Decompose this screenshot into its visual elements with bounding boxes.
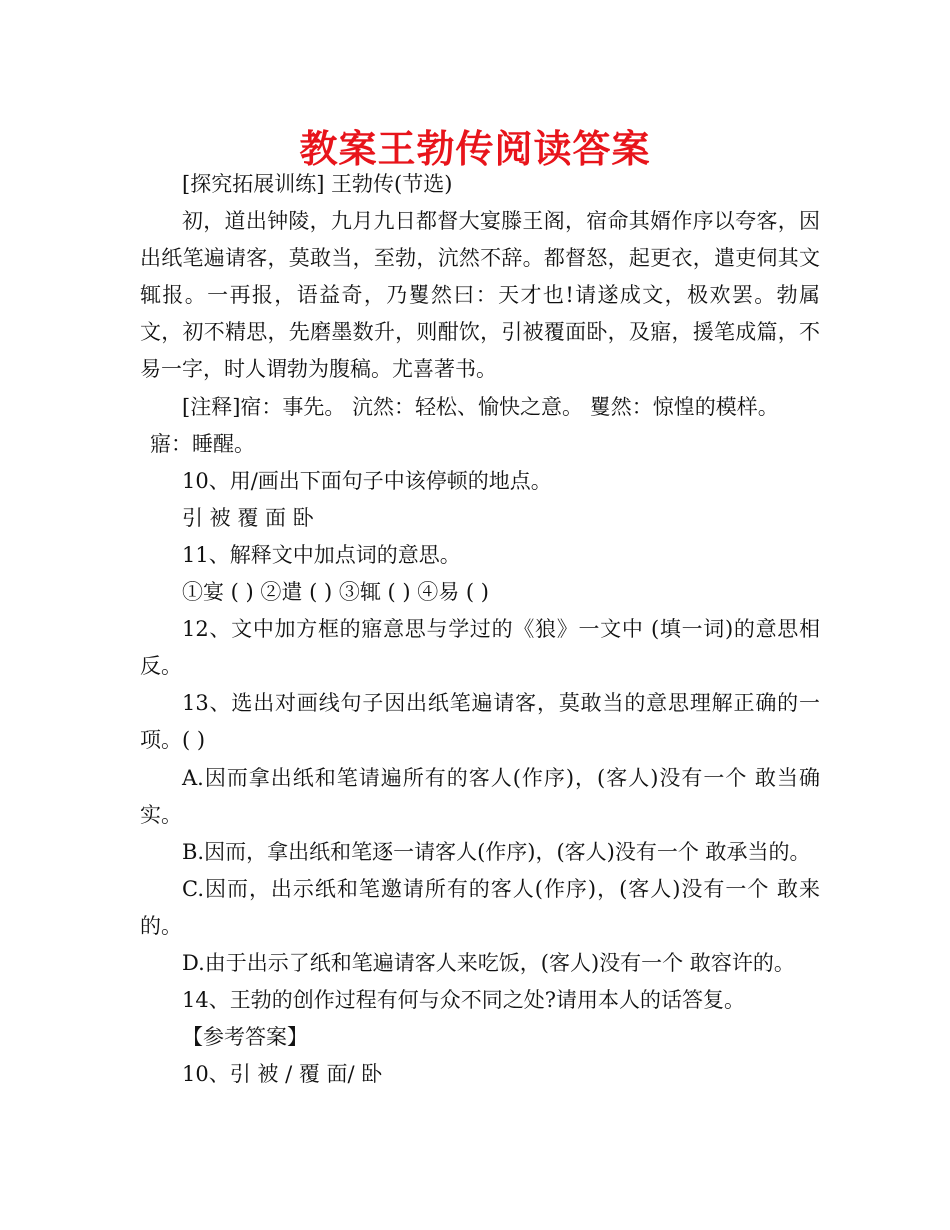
document-title: 教案王勃传阅读答案 [299,127,651,171]
question-10-sentence: 引 被 覆 面 卧 [182,505,314,530]
question-13-option-b: B.因而，拿出纸和笔逐一请客人(作序)，(客人)没有一个 敢承当的。 [182,839,811,864]
answer-10: 10、引 被 / 覆 面/ 卧 [182,1062,383,1087]
question-14: 14、王勃的创作过程有何与众不同之处?请用本人的话答复。 [182,988,745,1013]
question-12: 12、文中加方框的寤意思与学过的《狼》一文中 (填一词)的意思相反。 [140,617,820,679]
notes-line: [注释]宿：事先。 沆然：轻松、愉快之意。 矍然：惊惶的模样。 [182,394,779,419]
question-11: 11、解释文中加点词的意思。 [182,542,461,567]
passage-heading: [探究拓展训练] 王勃传(节选) [182,172,453,196]
document-body [140,166,820,1093]
question-13-option-a: A.因而拿出纸和笔请遍所有的客人(作序)，(客人)没有一个 敢当确实。 [140,765,820,827]
question-13-option-c: C.因而，出示纸和笔邀请所有的客人(作序)，(客人)没有一个 敢来的。 [140,876,820,938]
passage-text: 初，道出钟陵，九月九日都督大宴滕王阁，宿命其婿作序以夸客，因出纸笔遍请客，莫敢当，至勃，沆然不辞。都督怒，起更衣，遣吏伺其文辄报。一再报，语益奇，乃矍然曰：天才也!请遂成文，极欢罢。勃属文，初不精思，先磨墨数升，则酣饮，引被覆面卧，及寤，援笔成篇，不易一字，时人谓勃为腹稿。尤喜著书。 [140,209,820,382]
notes-line-continued: 寤：睡醒。 [150,431,255,456]
answers-heading: 【参考答案】 [182,1025,308,1050]
question-10: 10、用/画出下面句子中该停顿的地点。 [182,468,552,493]
question-13-option-d: D.由于出示了纸和笔遍请客人来吃饭，(客人)没有一个 敢容许的。 [182,950,795,975]
question-13: 13、选出对画线句子因出纸笔遍请客，莫敢当的意思理解正确的一项。( ) [140,691,820,753]
question-11-items: ①宴 ( ) ②遣 ( ) ③辄 ( ) ④易 ( ) [182,580,489,605]
